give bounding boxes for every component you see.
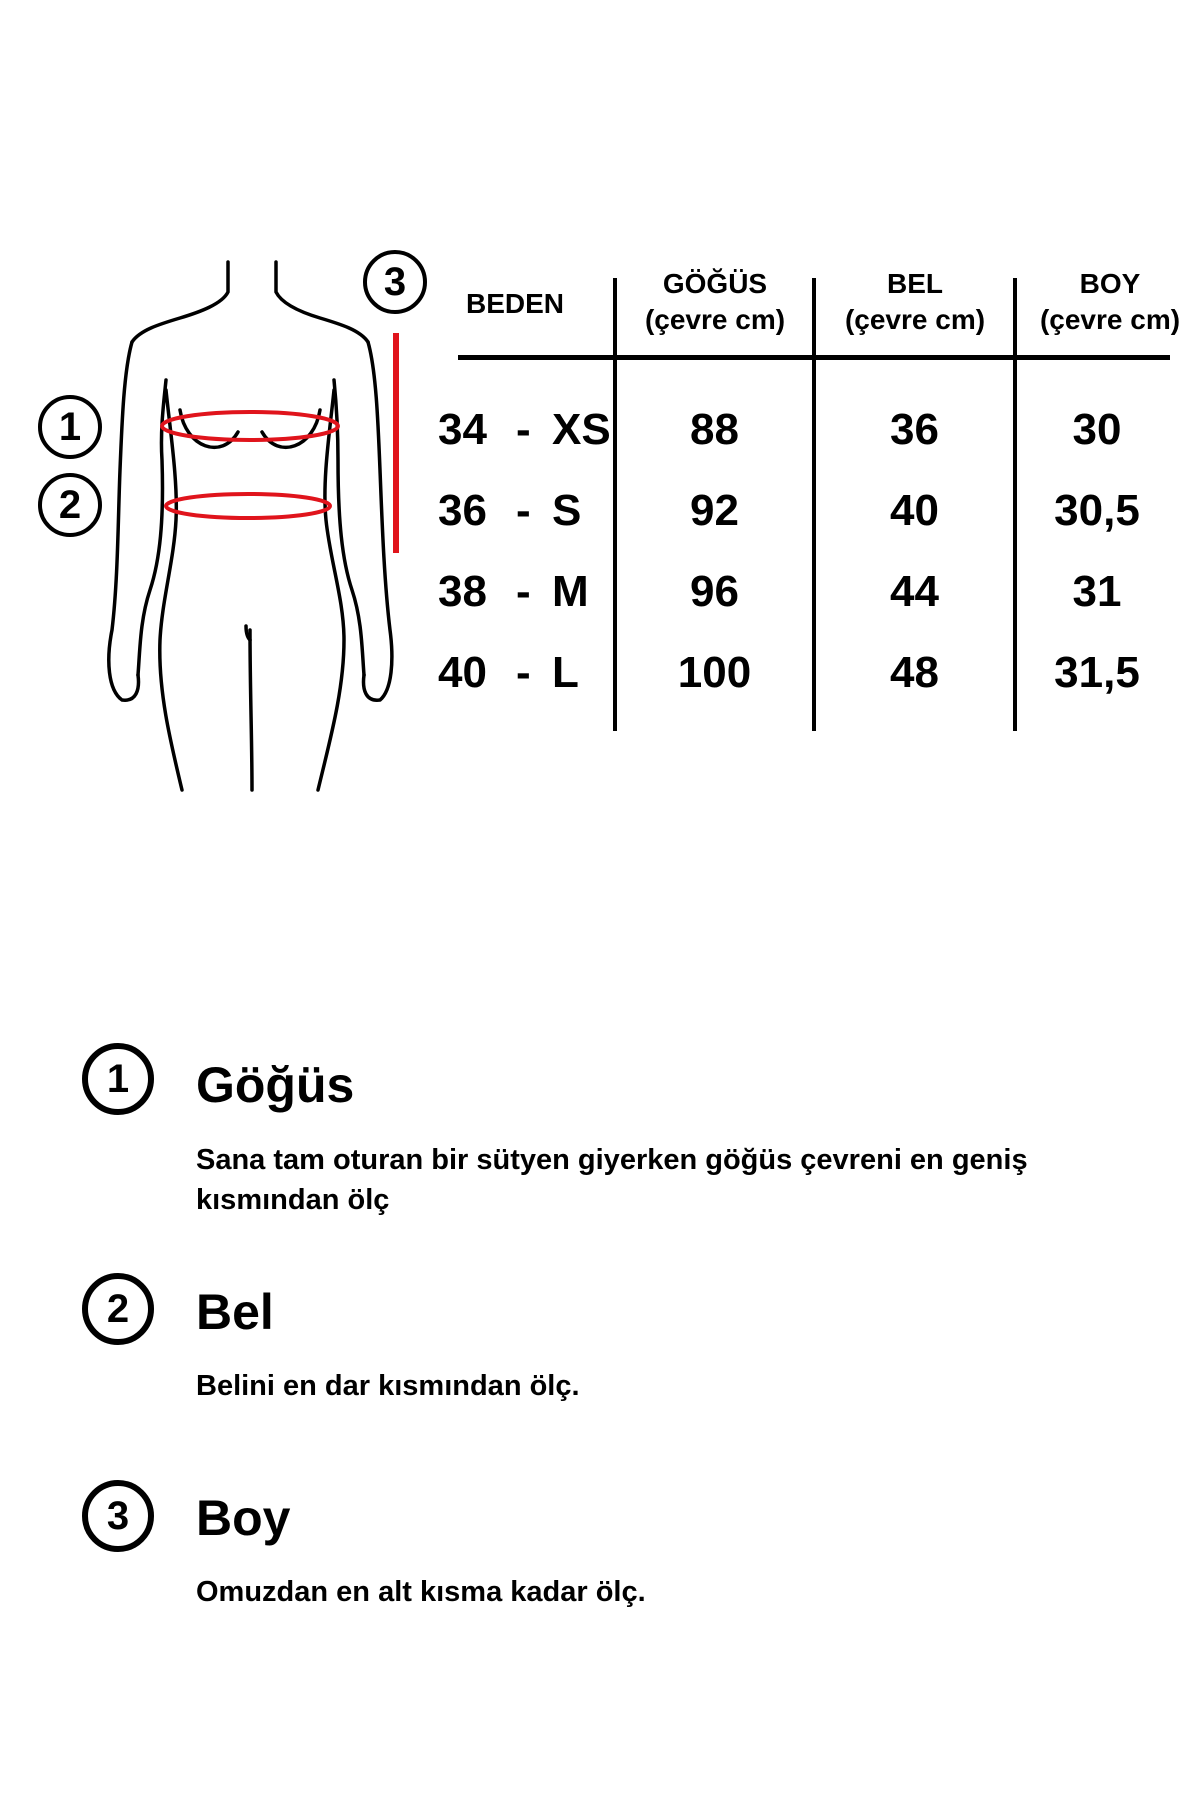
- size-letter: S: [552, 486, 582, 535]
- header-boy: [1020, 266, 1200, 338]
- legend-desc-boy: Omuzdan en alt kısma kadar ölç.: [196, 1576, 646, 1608]
- marker-2: 2: [38, 473, 102, 537]
- legend-desc-gogus: Sana tam oturan bir sütyen giyerken göğüs çevreni en geniş kısmından ölç: [196, 1144, 1028, 1216]
- size-dash: -: [516, 567, 531, 616]
- header-gogus-label: GÖĞÜS: [662, 268, 768, 299]
- header-beden: [440, 286, 590, 322]
- size-dash: -: [516, 486, 531, 535]
- table-row-size: [438, 404, 613, 456]
- bel-value: 36: [890, 405, 939, 454]
- gogus-value: 96: [690, 567, 739, 616]
- size-letter: XS: [552, 405, 611, 454]
- size-dash: -: [516, 405, 531, 454]
- table-row-size: [438, 485, 613, 537]
- gogus-value: 88: [690, 405, 739, 454]
- boy-value: 31: [1072, 567, 1122, 616]
- header-bel-unit: (çevre cm): [844, 304, 986, 335]
- legend-title-bel: Bel: [196, 1284, 274, 1340]
- table-row-size: [438, 647, 613, 699]
- size-number: 38: [438, 567, 487, 616]
- header-boy-unit: (çevre cm): [1039, 304, 1181, 335]
- bel-value: 40: [890, 486, 939, 535]
- boy-value: 30,5: [1054, 486, 1140, 535]
- legend-number-1: 1: [82, 1043, 154, 1115]
- size-number: 34: [438, 405, 487, 454]
- legend-number-2: 2: [82, 1273, 154, 1345]
- bel-value: 48: [890, 648, 939, 697]
- gogus-value: 92: [690, 486, 739, 535]
- gogus-value: 100: [677, 648, 752, 697]
- size-number: 36: [438, 486, 487, 535]
- boy-value: 30: [1072, 405, 1122, 454]
- size-letter: M: [552, 567, 589, 616]
- header-beden-label: BEDEN: [465, 288, 564, 319]
- header-bel: [818, 266, 1012, 338]
- header-boy-label: BOY: [1079, 268, 1141, 299]
- header-gogus: [620, 266, 810, 338]
- legend-desc-bel: Belini en dar kısmından ölç.: [196, 1370, 580, 1402]
- marker-3: 3: [363, 250, 427, 314]
- legend-number-3: 3: [82, 1480, 154, 1552]
- header-bel-label: BEL: [887, 268, 943, 299]
- legend-title-gogus: Göğüs: [196, 1057, 355, 1113]
- marker-1: 1: [38, 395, 102, 459]
- legend-title-boy: Boy: [196, 1490, 291, 1546]
- table-row-size: [438, 566, 613, 618]
- bel-value: 44: [890, 567, 939, 616]
- size-letter: L: [552, 648, 579, 697]
- size-number: 40: [438, 648, 487, 697]
- boy-value: 31,5: [1054, 648, 1140, 697]
- header-gogus-unit: (çevre cm): [644, 304, 786, 335]
- size-dash: -: [516, 648, 531, 697]
